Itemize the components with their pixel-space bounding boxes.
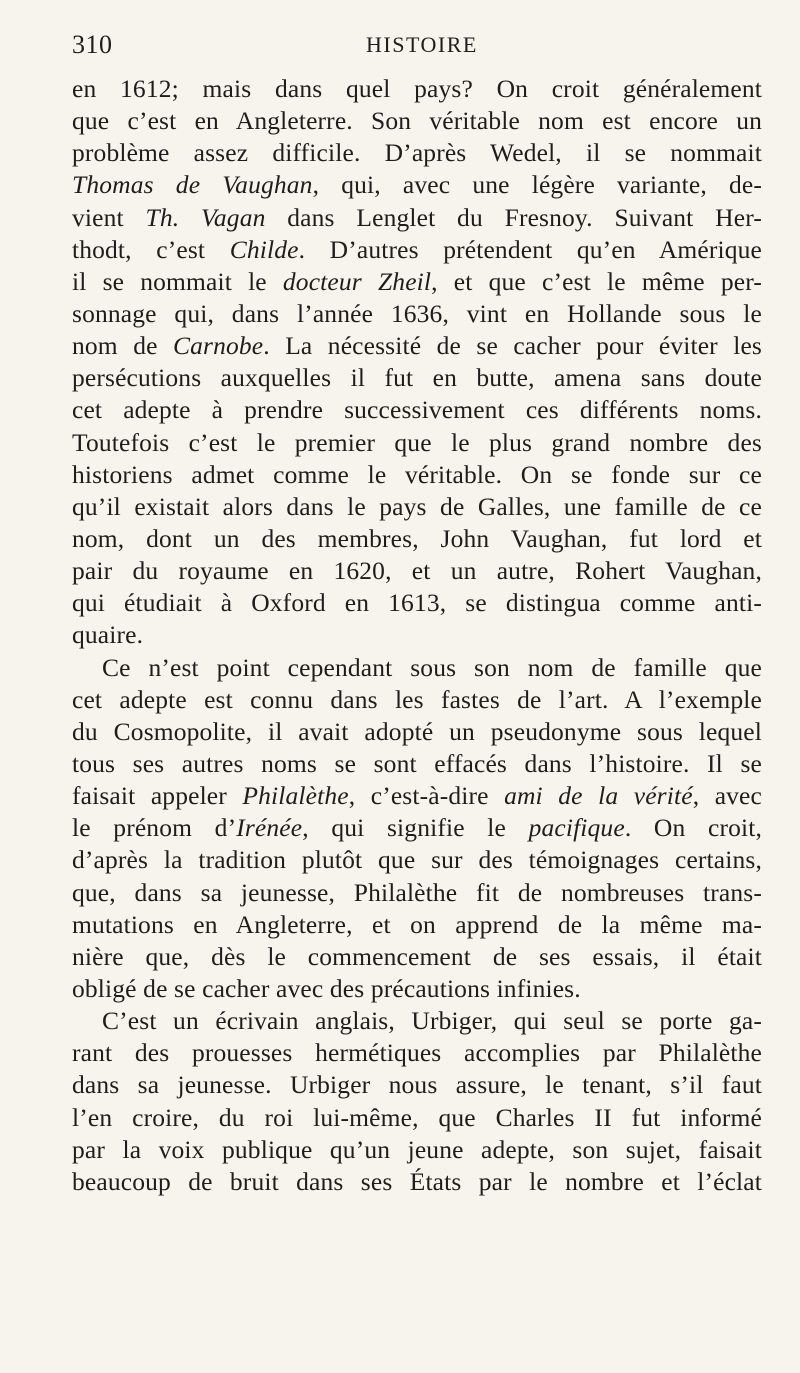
text-line — [72, 169, 762, 201]
text-run: vient — [72, 202, 146, 232]
text-line — [72, 266, 762, 298]
text-run: , c’est-à-dire — [348, 781, 505, 811]
text-run: faisait appeler — [72, 781, 243, 811]
text-line — [72, 427, 762, 459]
text-run: historiens admet comme le véritable. On se fonde sur ce — [72, 459, 762, 489]
text-run: nom de — [72, 331, 173, 361]
text-run: en 1612; mais dans quel pays? On croit généralement — [72, 74, 762, 103]
text-run: par la voix publique qu’un jeune adepte, son sujet, faisait — [72, 1134, 762, 1164]
text-run: il se nommait le — [72, 266, 283, 296]
text-line — [72, 330, 762, 362]
text-run: du Cosmopolite, il avait adopté un pseudonyme sous lequel — [72, 716, 762, 746]
text-line — [72, 555, 762, 587]
text-line — [72, 909, 762, 941]
body-text — [72, 73, 762, 1198]
text-line — [72, 491, 762, 523]
text-run: persécutions auxquelles il fut en butte, amena sans doute — [72, 363, 762, 393]
text-line — [72, 587, 762, 619]
text-run: l’en croire, du roi lui-même, que Charles II fut informé — [72, 1102, 762, 1132]
italic-text: docteur Zheil — [282, 266, 432, 296]
text-line — [72, 877, 762, 909]
text-line — [72, 73, 762, 105]
text-line — [72, 234, 762, 266]
text-run: dans Lenglet du Fresnoy. Suivant Her- — [265, 202, 762, 232]
text-run: qu’il existait alors dans le pays de Galles, une famille de ce — [72, 491, 762, 521]
italic-text: pacifique — [528, 813, 625, 843]
text-line — [72, 105, 762, 137]
text-run: que c’est en Angleterre. Son véritable nom est encore un — [72, 106, 762, 136]
italic-text: Thomas de Vaughan — [72, 170, 313, 200]
text-line — [72, 844, 762, 876]
italic-text: ami de la vérité — [504, 781, 693, 811]
text-line — [72, 1134, 762, 1166]
text-run: quaire. — [72, 620, 144, 650]
text-run: nière que, dès le commencement de ses essais, il était — [72, 941, 762, 971]
text-run: dans sa jeunesse. Urbiger nous assure, le tenant, s’il faut — [72, 1070, 762, 1100]
text-line — [72, 1069, 762, 1101]
text-run: qui étudiait à Oxford en 1613, se distingua comme anti- — [72, 588, 762, 618]
text-line — [72, 684, 762, 716]
text-line — [72, 362, 762, 394]
text-run: Ce n’est point cependant sous son nom de famille que — [102, 652, 762, 682]
text-line — [72, 394, 762, 426]
text-line — [72, 973, 762, 1005]
text-line — [72, 941, 762, 973]
page-header — [72, 30, 762, 60]
italic-text: Philalèthe — [242, 781, 349, 811]
text-line — [72, 459, 762, 491]
text-run: , qui signifie le — [302, 813, 529, 843]
text-run: que, dans sa jeunesse, Philalèthe fit de nombreuses trans- — [72, 877, 762, 907]
text-run: le prénom d’ — [72, 813, 237, 843]
text-line — [72, 1102, 762, 1134]
text-run: nom, dont un des membres, John Vaughan, fut lord et — [72, 523, 762, 553]
text-run: . D’autres prétendent qu’en Amérique — [298, 234, 762, 264]
italic-text: Th. Vagan — [145, 202, 266, 232]
page-number: 310 — [72, 30, 113, 59]
text-run: d’après la tradition plutôt que sur des témoignages certains, — [72, 845, 762, 875]
running-head: HISTOIRE — [366, 32, 478, 57]
text-line — [72, 652, 762, 684]
text-run: sonnage qui, dans l’année 1636, vint en Hollande sous le — [72, 298, 762, 328]
text-line — [72, 1166, 762, 1198]
italic-text: Childe — [229, 234, 299, 264]
text-line — [72, 780, 762, 812]
text-line — [72, 1005, 762, 1037]
text-run: mutations en Angleterre, et on apprend de la même ma- — [72, 909, 762, 939]
text-run: . On croit, — [624, 813, 762, 843]
text-run: problème assez difficile. D’après Wedel, il se nommait — [72, 138, 762, 168]
text-run: cet adepte à prendre successivement ces différents noms. — [72, 395, 762, 425]
text-line — [72, 1037, 762, 1069]
text-run: pair du royaume en 1620, et un autre, Rohert Vaughan, — [72, 556, 762, 586]
italic-text: Irénée — [236, 813, 303, 843]
text-run: rant des prouesses hermétiques accomplies par Philalèthe — [72, 1038, 762, 1068]
italic-text: Carnobe — [172, 331, 264, 361]
text-run: C’est un écrivain anglais, Urbiger, qui seul se porte ga- — [102, 1006, 762, 1036]
text-line — [72, 716, 762, 748]
text-run: , et que c’est le même per- — [431, 266, 762, 296]
text-run: obligé de se cacher avec des précautions infinies. — [72, 973, 581, 1003]
text-line — [72, 812, 762, 844]
text-run: , avec — [692, 781, 762, 811]
text-run: beaucoup de bruit dans ses États par le nombre et l’éclat — [72, 1166, 762, 1196]
text-line — [72, 137, 762, 169]
text-line — [72, 202, 762, 234]
text-run: , qui, avec une légère variante, de- — [312, 170, 763, 200]
text-line — [72, 298, 762, 330]
text-line — [72, 523, 762, 555]
text-line — [72, 748, 762, 780]
text-run: cet adepte est connu dans les fastes de l’art. A l’exemple — [72, 684, 762, 714]
text-run: Toutefois c’est le premier que le plus grand nombre des — [72, 427, 762, 457]
text-line — [72, 619, 762, 651]
text-run: tous ses autres noms se sont effacés dans l’histoire. Il se — [72, 748, 762, 778]
text-run: thodt, c’est — [72, 234, 230, 264]
text-run: . La nécessité de se cacher pour éviter les — [263, 331, 763, 361]
